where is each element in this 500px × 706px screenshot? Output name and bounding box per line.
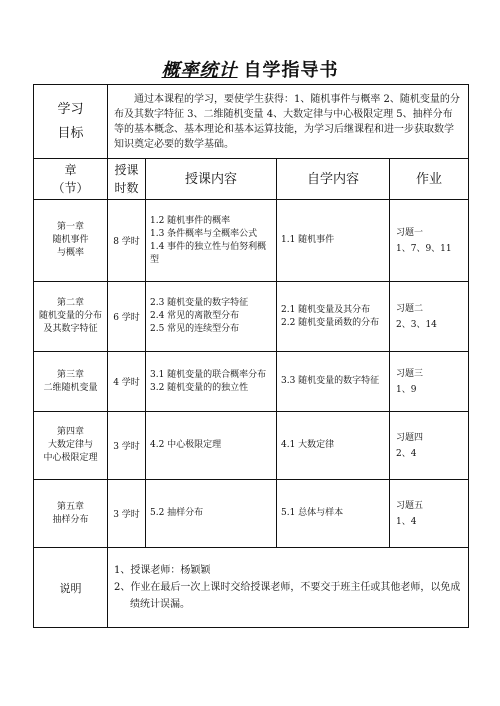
chapter-cell-line: 随机事件 (52, 235, 89, 245)
self-study-cell (277, 352, 390, 412)
header-hours (108, 159, 146, 200)
header-self-study: 自学内容 (277, 159, 390, 200)
chapter-cell-line: 大数定律与 (47, 440, 93, 450)
chapter-cell (34, 352, 108, 412)
self-study-cell-line: 5.1 总体与样本 (281, 508, 344, 518)
lecture-cell-line: 1.4 事件的独立性与伯努利概型 (150, 241, 267, 265)
note-item-1: 1、授课老师：杨颖颖 (114, 565, 211, 576)
homework-cell-line: 习题四 (396, 432, 424, 443)
chapter-rows (34, 200, 469, 548)
goal-label-line1: 学习 (57, 101, 84, 117)
header-row (34, 159, 469, 200)
chapter-cell (34, 480, 108, 548)
document-title (0, 56, 500, 82)
chapter-cell-line: 随机变量的分布 (38, 311, 102, 321)
homework-cell-line: 习题五 (396, 500, 424, 511)
goal-label-line2: 目标 (57, 125, 84, 141)
lecture-cell (146, 352, 277, 412)
lecture-cell-line: 5.2 抽样分布 (150, 508, 204, 518)
header-chapter-line2: （节） (52, 181, 89, 195)
self-study-cell (277, 480, 390, 548)
chapter-row (34, 282, 469, 352)
homework-cell-line: 习题二 (396, 303, 424, 314)
title-suffix: 自学指导书 (243, 60, 339, 81)
homework-cell-line: 2、4 (396, 448, 417, 459)
homework-cell-line: 1、9 (396, 384, 417, 395)
self-study-cell-line: 1.1 随机事件 (281, 235, 335, 245)
lecture-cell (146, 480, 277, 548)
chapter-cell-line: 第二章 (56, 298, 84, 308)
goal-label (34, 85, 108, 159)
lecture-cell-line: 2.3 随机变量的数字特征 (150, 298, 249, 308)
hours-cell: 4 学时 (108, 352, 146, 412)
chapter-cell-line: 及其数字特征 (43, 324, 98, 334)
homework-cell-line: 习题一 (396, 227, 424, 238)
lecture-cell-line: 2.4 常见的离散型分布 (150, 311, 240, 321)
header-chapter (34, 159, 108, 200)
homework-cell (390, 352, 469, 412)
self-study-cell-line: 2.1 随机变量及其分布 (281, 304, 371, 315)
hours-cell: 8 学时 (108, 200, 146, 282)
lecture-cell-line: 3.1 随机变量的联合概率分布 (150, 369, 267, 380)
chapter-cell-line: 第五章 (56, 501, 84, 512)
chapter-cell-line: 第三章 (56, 369, 84, 380)
self-study-cell-line: 2.2 随机变量函数的分布 (281, 317, 380, 328)
chapter-row (34, 352, 469, 412)
lecture-cell (146, 282, 277, 352)
goal-row (34, 85, 469, 159)
header-hours-line1: 授课 (114, 163, 139, 177)
homework-cell-line: 习题三 (396, 368, 424, 379)
note-text (108, 548, 469, 628)
chapter-row (34, 480, 469, 548)
self-study-cell-line: 3.3 随机变量的数字特征 (281, 376, 380, 386)
chapter-cell (34, 200, 108, 282)
lecture-cell (146, 200, 277, 282)
lecture-cell-line: 4.2 中心极限定理 (150, 440, 222, 450)
header-lecture: 授课内容 (146, 159, 277, 200)
self-study-cell (277, 200, 390, 282)
lecture-cell-line: 1.2 随机事件的概率 (150, 215, 231, 226)
chapter-cell-line: 第四章 (56, 427, 84, 437)
header-hours-line2: 时数 (114, 181, 139, 195)
hours-cell: 3 学时 (108, 480, 146, 548)
self-study-cell (277, 282, 390, 352)
guide-table (33, 84, 469, 628)
self-study-cell-line: 4.1 大数定律 (281, 440, 335, 450)
homework-cell (390, 200, 469, 282)
hours-cell: 3 学时 (108, 412, 146, 480)
homework-cell (390, 480, 469, 548)
homework-cell-line: 1、4 (396, 516, 417, 527)
note-row (34, 548, 469, 628)
homework-cell-line: 2、3、14 (396, 319, 437, 330)
chapter-cell (34, 282, 108, 352)
goal-text: 通过本课程的学习，要使学生获得：1、随机事件与概率 2、随机变量的分布及其数字特征 3、二维随机变量 4、大数定律与中心极限定理 5、抽样分布等的基本概念、基本理论和基本运算技能，为学习后继课程和进一步获取数学知识奠定必要的数学基础。 (108, 85, 469, 159)
chapter-row (34, 200, 469, 282)
note-item-2: 2、作业在最后一次上课时交给授课老师，不要交于班主任或其他老师，以免成绩统计误漏。 (114, 582, 461, 610)
hours-cell: 6 学时 (108, 282, 146, 352)
course-name: 概率统计 (161, 60, 238, 81)
homework-cell (390, 282, 469, 352)
lecture-cell-line: 3.2 随机变量的的独立性 (150, 382, 249, 393)
note-label: 说明 (34, 548, 108, 628)
chapter-cell (34, 412, 108, 480)
chapter-cell-line: 第一章 (56, 222, 84, 232)
lecture-cell-line: 2.5 常见的连续型分布 (150, 324, 240, 334)
lecture-cell (146, 412, 277, 480)
header-homework: 作业 (390, 159, 469, 200)
chapter-cell-line: 中心极限定理 (43, 453, 98, 463)
homework-cell (390, 412, 469, 480)
chapter-row (34, 412, 469, 480)
homework-cell-line: 1、7、9、11 (396, 243, 452, 254)
header-chapter-line1: 章 (64, 163, 77, 177)
chapter-cell-line: 与概率 (56, 248, 84, 258)
chapter-cell-line: 二维随机变量 (43, 382, 98, 393)
lecture-cell-line: 1.3 条件概率与全概率公式 (150, 228, 258, 239)
self-study-cell (277, 412, 390, 480)
chapter-cell-line: 抽样分布 (52, 514, 89, 525)
